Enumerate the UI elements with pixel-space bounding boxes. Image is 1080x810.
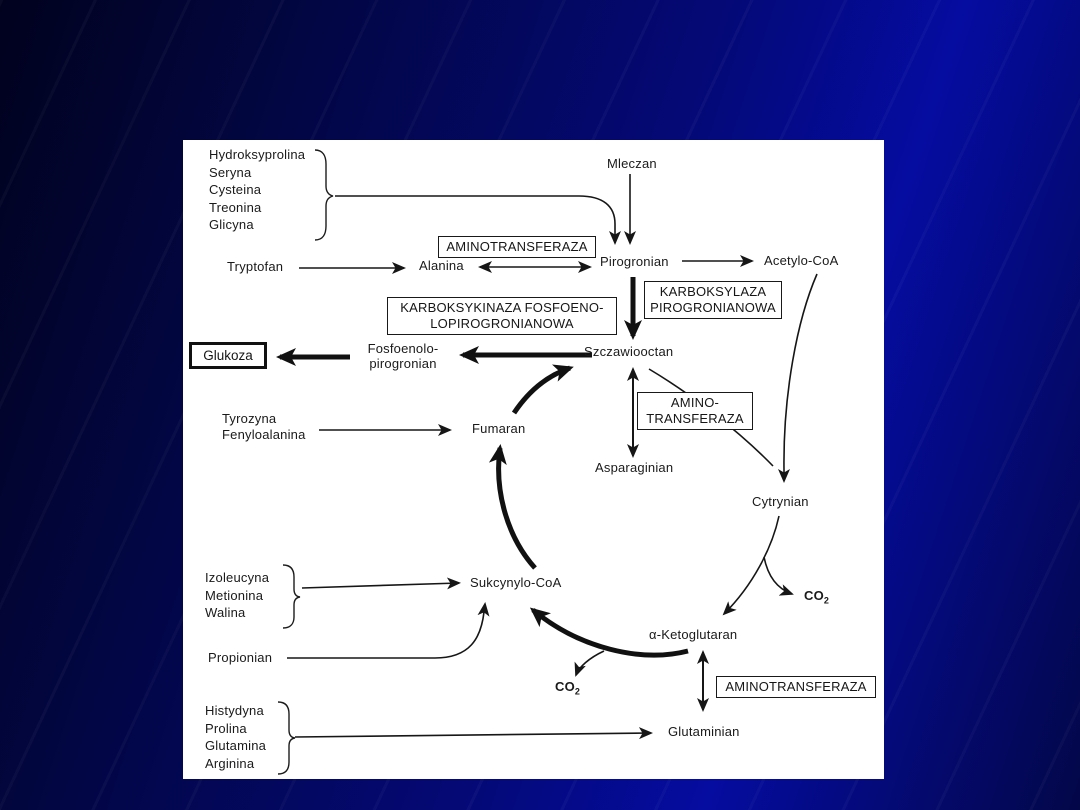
amino-group-succinyl (205, 569, 269, 622)
amino-item: Prolina (205, 720, 247, 736)
co2-subscript: 2 (823, 595, 830, 606)
amino-item: Hydroksyprolina (209, 147, 306, 162)
glukoza-box: Glukoza (189, 342, 267, 369)
amino-item: Metionina (205, 587, 264, 603)
arrow-izoleucyna-to-sukcynylocoa (302, 583, 459, 588)
arrow-sukcynylocoa-to-fumaran (499, 448, 535, 568)
enzyme-box-aminotransferaza-middle (637, 392, 753, 430)
enzyme-line: AMINO- (670, 395, 720, 410)
arrow-fumaran-to-szczawiooctan (514, 368, 570, 413)
pathway-diagram-panel (183, 140, 884, 779)
brace-top-group (315, 150, 333, 240)
amino-item: Izoleucyna (205, 570, 270, 585)
label-fosfoenolopirogronian (359, 341, 447, 371)
label-tyrozyna-fenyloalanina (222, 411, 306, 443)
label-tyrozyna: Tyrozyna (222, 411, 277, 426)
label-fenyloalanina: Fenyloalanina (222, 427, 306, 442)
amino-item: Histydyna (205, 703, 264, 718)
label-sukcynylo-coa: Sukcynylo-CoA (470, 575, 562, 590)
label-glutaminian: Glutaminian (668, 724, 740, 739)
enzyme-box-karboksykinaza-fosfoenolopirogronianowa (387, 297, 617, 335)
amino-group-top (209, 146, 305, 234)
arrow-co2-branch-right (764, 557, 792, 594)
amino-item: Arginina (205, 755, 255, 771)
amino-item: Treonina (209, 199, 262, 215)
co2-base: CO (555, 679, 575, 694)
label-co2-left (555, 679, 580, 700)
amino-item: Glicyna (209, 217, 254, 232)
label-fosfoenolo-line1: Fosfoenolo- (367, 341, 439, 356)
enzyme-box-karboksylaza-pirogronianowa (644, 281, 782, 319)
brace-succinyl-group (283, 565, 300, 628)
enzyme-line: LOPIROGRONIANOWA (430, 316, 574, 331)
label-co2-right (804, 588, 829, 609)
label-fumaran: Fumaran (472, 421, 526, 436)
label-fosfoenolo-line2: pirogronian (369, 356, 437, 371)
label-cytrynian: Cytrynian (752, 494, 809, 509)
label-tryptofan: Tryptofan (227, 259, 284, 274)
enzyme-box-aminotransferaza-bottom: AMINOTRANSFERAZA (716, 676, 876, 698)
label-asparaginian: Asparaginian (595, 460, 674, 475)
arrow-histydyna-to-glutaminian (295, 733, 651, 737)
amino-group-glutamate (205, 702, 266, 772)
label-alfa-ketoglutaran: α-Ketoglutaran (649, 627, 738, 642)
enzyme-line: PIROGRONIANOWA (650, 300, 776, 315)
amino-item: Walina (205, 605, 246, 620)
enzyme-line: TRANSFERAZA (646, 411, 744, 426)
label-mleczan: Mleczan (607, 156, 657, 171)
amino-item: Glutamina (205, 738, 267, 753)
arrow-propionian-to-sukcynylocoa (287, 604, 485, 658)
arrow-cytrynian-to-ketoglutaran (724, 516, 779, 614)
label-propionian: Propionian (208, 650, 273, 665)
label-alanina: Alanina (419, 258, 464, 273)
co2-subscript: 2 (574, 686, 581, 697)
amino-item: Cysteina (209, 182, 262, 197)
arrow-co2-branch-left (576, 651, 604, 675)
co2-base: CO (804, 588, 824, 603)
enzyme-line: KARBOKSYLAZA (659, 284, 767, 299)
label-acetylo-coa: Acetylo-CoA (764, 253, 839, 268)
arrow-acetylocoa-to-cytrynian (784, 274, 817, 481)
label-pirogronian: Pirogronian (600, 254, 669, 269)
brace-glutamate-group (278, 702, 295, 774)
enzyme-box-aminotransferaza-top: AMINOTRANSFERAZA (438, 236, 596, 258)
enzyme-line: KARBOKSYKINAZA FOSFOENO- (400, 300, 604, 315)
label-szczawiooctan: Szczawiooctan (584, 344, 674, 359)
amino-item: Seryna (209, 164, 252, 180)
